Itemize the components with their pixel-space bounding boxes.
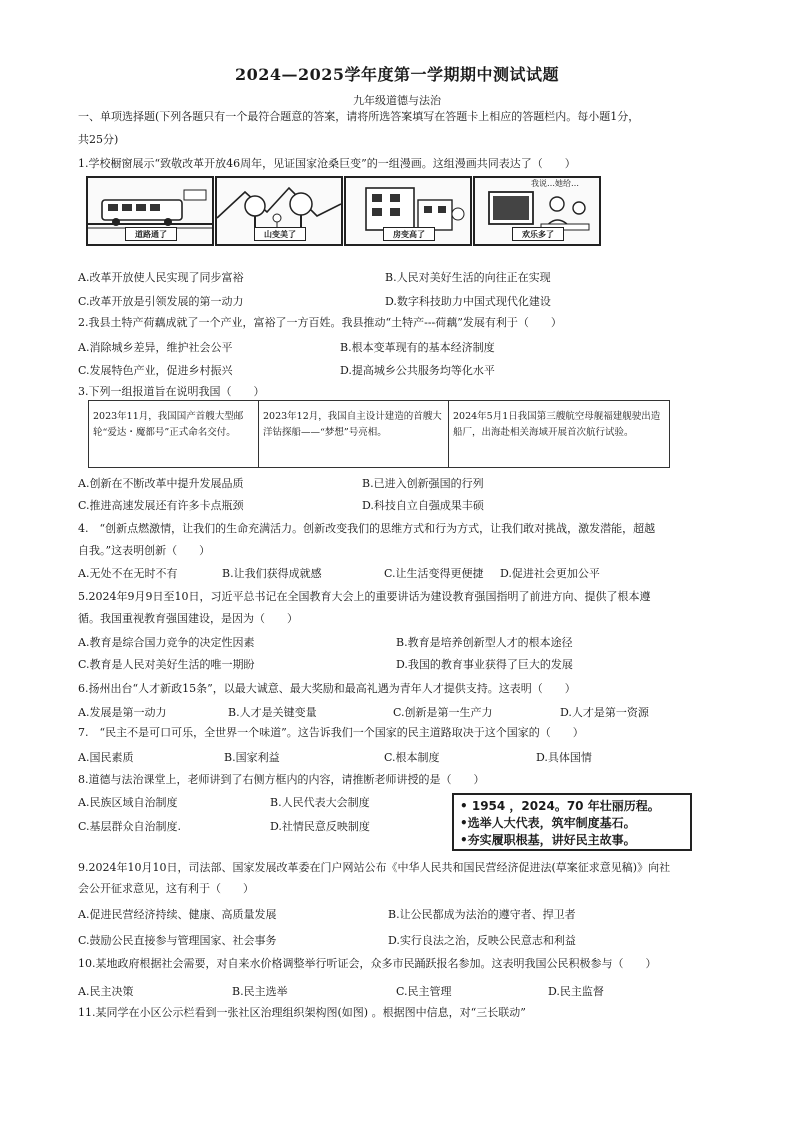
comic-panel-road xyxy=(86,176,214,246)
q4-option-d: D.促进社会更加公平 xyxy=(500,567,600,580)
comic-panel-house xyxy=(344,176,472,246)
exam-title: 2024—2025学年度第一学期期中测试试题 xyxy=(234,65,560,84)
q1-option-a: A.改革开放使人民实现了同步富裕 xyxy=(78,271,244,284)
comic-caption-3: 房变高了 xyxy=(383,227,435,241)
q7-option-d: D.具体国情 xyxy=(536,751,592,764)
q3-stem: 3.下列一组报道旨在说明我国（ ） xyxy=(78,385,265,398)
q9-stem: 9.2024年10月10日，司法部、国家发展改革委在门户网站公布《中华人民共和国民营经济促进法(草案征求意见稿)》向社 xyxy=(78,861,671,874)
q6-option-c: C.创新是第一生产力 xyxy=(393,706,493,719)
q9-option-a: A.促进民营经济持续、健康、高质量发展 xyxy=(78,908,277,921)
q8-option-c: C.基层群众自治制度. xyxy=(78,820,182,833)
q10-option-b: B.民主选举 xyxy=(232,985,288,998)
q8-option-b: B.人民代表大会制度 xyxy=(270,796,370,809)
q7-stem: 7. “民主不是可口可乐，全世界一个味道”。这告诉我们一个国家的民主道路取决于这个国家的（ ） xyxy=(78,726,584,739)
q3-option-a: A.创新在不断改革中提升发展品质 xyxy=(78,477,244,490)
q8-stem: 8.道德与法治课堂上，老师讲到了右侧方框内的内容，请推断老师讲授的是（ ） xyxy=(78,773,485,786)
q2-option-d: D.提高城乡公共服务均等化水平 xyxy=(340,364,495,377)
q3-option-d: D.科技自立自强成果丰硕 xyxy=(362,499,484,512)
q4-stem-cont: 自我。”这表明创新（ ） xyxy=(78,544,211,557)
comic-caption-2: 山变美了 xyxy=(254,227,306,241)
section-instructions-cont: 共25分) xyxy=(78,133,119,146)
comic-caption-1: 道路通了 xyxy=(125,227,177,241)
comic-caption-4: 欢乐多了 xyxy=(512,227,564,241)
q8-content-box xyxy=(452,793,692,851)
q8-box-line-1: • 1954 ，2024。70 年壮丽历程。 xyxy=(460,799,660,813)
q3-option-b: B.已进入创新强国的行列 xyxy=(362,477,484,490)
q2-option-b: B.根本变革现有的基本经济制度 xyxy=(340,341,495,354)
news-item-1: 2023年11月，我国国产首艘大型邮轮“爱达・魔都号”正式命名交付。 xyxy=(89,401,259,467)
q8-option-a: A.民族区域自治制度 xyxy=(78,796,178,809)
q6-option-b: B.人才是关键变量 xyxy=(228,706,317,719)
q8-box-line-3: •夯实履职根基，讲好民主故事。 xyxy=(460,833,636,847)
q4-option-c: C.让生活变得更便捷 xyxy=(384,567,484,580)
q7-option-b: B.国家利益 xyxy=(224,751,280,764)
q1-option-d: D.数字科技助力中国式现代化建设 xyxy=(385,295,551,308)
q5-stem-cont: 循。我国重视教育强国建设，是因为（ ） xyxy=(78,612,298,625)
q2-option-a: A.消除城乡差异，维护社会公平 xyxy=(78,341,233,354)
q4-stem: 4. “创新点燃激情，让我们的生命充满活力。创新改变我们的思维方式和行为方式，让我们敢对挑战，激发潜能，超越 xyxy=(78,522,656,535)
q6-option-d: D.人才是第一资源 xyxy=(560,706,649,719)
comic-speech-bubble: 我说…她给… xyxy=(531,179,579,188)
q2-option-c: C.发展特色产业，促进乡村振兴 xyxy=(78,364,233,377)
q1-option-b: B.人民对美好生活的向往正在实现 xyxy=(385,271,551,284)
exam-subtitle: 九年级道德与法治 xyxy=(353,94,441,107)
q6-option-a: A.发展是第一动力 xyxy=(78,706,167,719)
news-item-3: 2024年5月1日我国第三艘航空母舰福建舰驶出造船厂，出海赴相关海域开展首次航行试验。 xyxy=(453,411,661,438)
q10-option-c: C.民主管理 xyxy=(396,985,452,998)
q9-stem-cont: 会公开征求意见，这有利于（ ） xyxy=(78,882,254,895)
q5-option-a: A.教育是综合国力竞争的决定性因素 xyxy=(78,636,255,649)
q4-option-b: B.让我们获得成就感 xyxy=(222,567,322,580)
q8-box-line-2: •选举人大代表，筑牢制度基石。 xyxy=(460,816,636,830)
q4-option-a: A.无处不在无时不有 xyxy=(78,567,178,580)
q8-option-d: D.社情民意反映制度 xyxy=(270,820,370,833)
q10-option-d: D.民主监督 xyxy=(548,985,604,998)
q3-option-c: C.推进高速发展还有许多卡点瓶颈 xyxy=(78,499,244,512)
q2-stem: 2.我县土特产荷藕成就了一个产业，富裕了一方百姓。我县推动“土特产---荷藕”发展有利于（ ） xyxy=(78,316,562,329)
q1-option-c: C.改革开放是引领发展的第一动力 xyxy=(78,295,244,308)
q9-option-d: D.实行良法之治，反映公民意志和利益 xyxy=(388,934,576,947)
news-item-2: 2023年12月，我国自主设计建造的首艘大洋钻探船——“梦想”号亮相。 xyxy=(259,401,449,467)
q11-stem: 11.某同学在小区公示栏看到一张社区治理组织架构图(如图) 。根据图中信息，对“三长联动” xyxy=(78,1006,526,1019)
section-instructions: 一、单项选择题(下列各题只有一个最符合题意的答案，请将所选答案填写在答题卡上相应的答题栏内。每小题1分， xyxy=(78,110,640,123)
q10-stem: 10.某地政府根据社会需要，对自来水价格调整举行听证会，众多市民踊跃报名参加。这表明我国公民积极参与（ ） xyxy=(78,957,657,970)
q5-option-c: C.教育是人民对美好生活的唯一期盼 xyxy=(78,658,255,671)
q1-stem: 1.学校橱窗展示“致敬改革开放46周年，见证国家沧桑巨变”的一组漫画。这组漫画共同表达了（ ） xyxy=(78,157,576,170)
q5-option-b: B.教育是培养创新型人才的根本途径 xyxy=(396,636,573,649)
q7-option-c: C.根本制度 xyxy=(384,751,440,764)
q3-news-table xyxy=(88,400,670,468)
q9-option-b: B.让公民都成为法治的遵守者、捍卫者 xyxy=(388,908,576,921)
comic-panel-mountain xyxy=(215,176,343,246)
q9-option-c: C.鼓励公民直接参与管理国家、社会事务 xyxy=(78,934,277,947)
q5-stem: 5.2024年9月9日至10日，习近平总书记在全国教育大会上的重要讲话为建设教育强国指明了前进方向、提供了根本遵 xyxy=(78,590,651,603)
q7-option-a: A.国民素质 xyxy=(78,751,134,764)
q6-stem: 6.扬州出台“人才新政15条”，以最大诚意、最大奖励和最高礼遇为青年人才提供支持。这表明（ ） xyxy=(78,682,576,695)
comic-panel-tv xyxy=(473,176,601,246)
q5-option-d: D.我国的教育事业获得了巨大的发展 xyxy=(396,658,573,671)
q10-option-a: A.民主决策 xyxy=(78,985,134,998)
